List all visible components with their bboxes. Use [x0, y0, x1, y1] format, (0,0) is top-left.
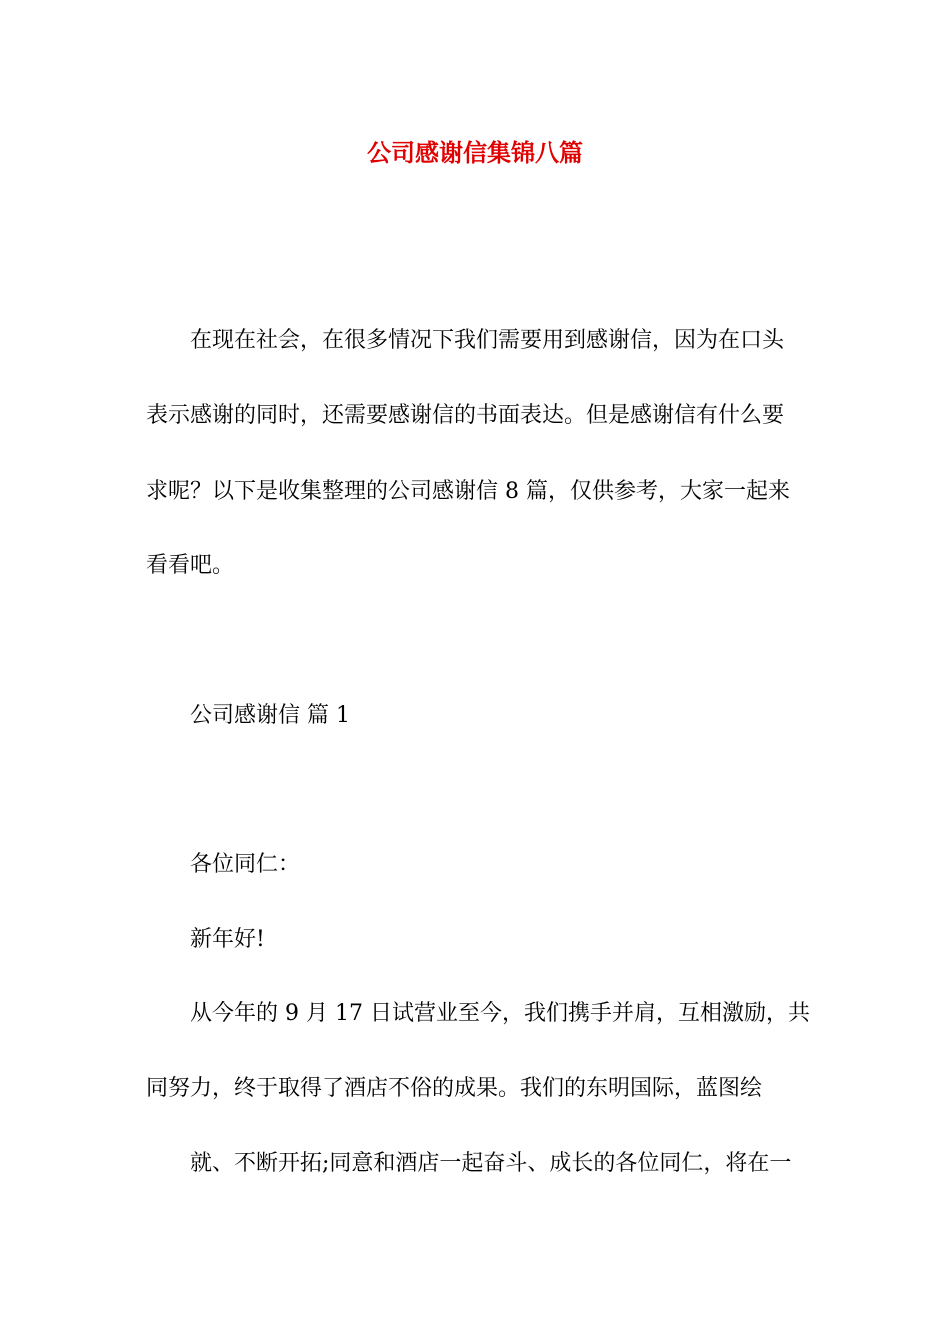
intro-line-4: 看看吧。 [146, 553, 235, 578]
intro-line-2: 表示感谢的同时，还需要感谢信的书面表达。但是感谢信有什么要 [146, 403, 785, 428]
intro-line-1: 在现在社会，在很多情况下我们需要用到感谢信，因为在口头 [190, 328, 785, 353]
greeting: 新年好! [190, 927, 265, 952]
body-line-1: 从今年的 9 月 17 日试营业至今，我们携手并肩，互相激励，共 [190, 1001, 810, 1026]
body-line-3: 就、不断开拓;同意和酒店一起奋斗、成长的各位同仁，将在一 [190, 1151, 792, 1176]
salutation: 各位同仁： [190, 852, 301, 877]
section-heading: 公司感谢信 篇 1 [190, 703, 350, 728]
body-line-2: 同努力，终于取得了酒店不俗的成果。我们的东明国际，蓝图绘 [146, 1076, 763, 1101]
document-title: 公司感谢信集锦八篇 [367, 138, 583, 167]
intro-line-3: 求呢？以下是收集整理的公司感谢信 8 篇，仅供参考，大家一起来 [146, 479, 790, 504]
